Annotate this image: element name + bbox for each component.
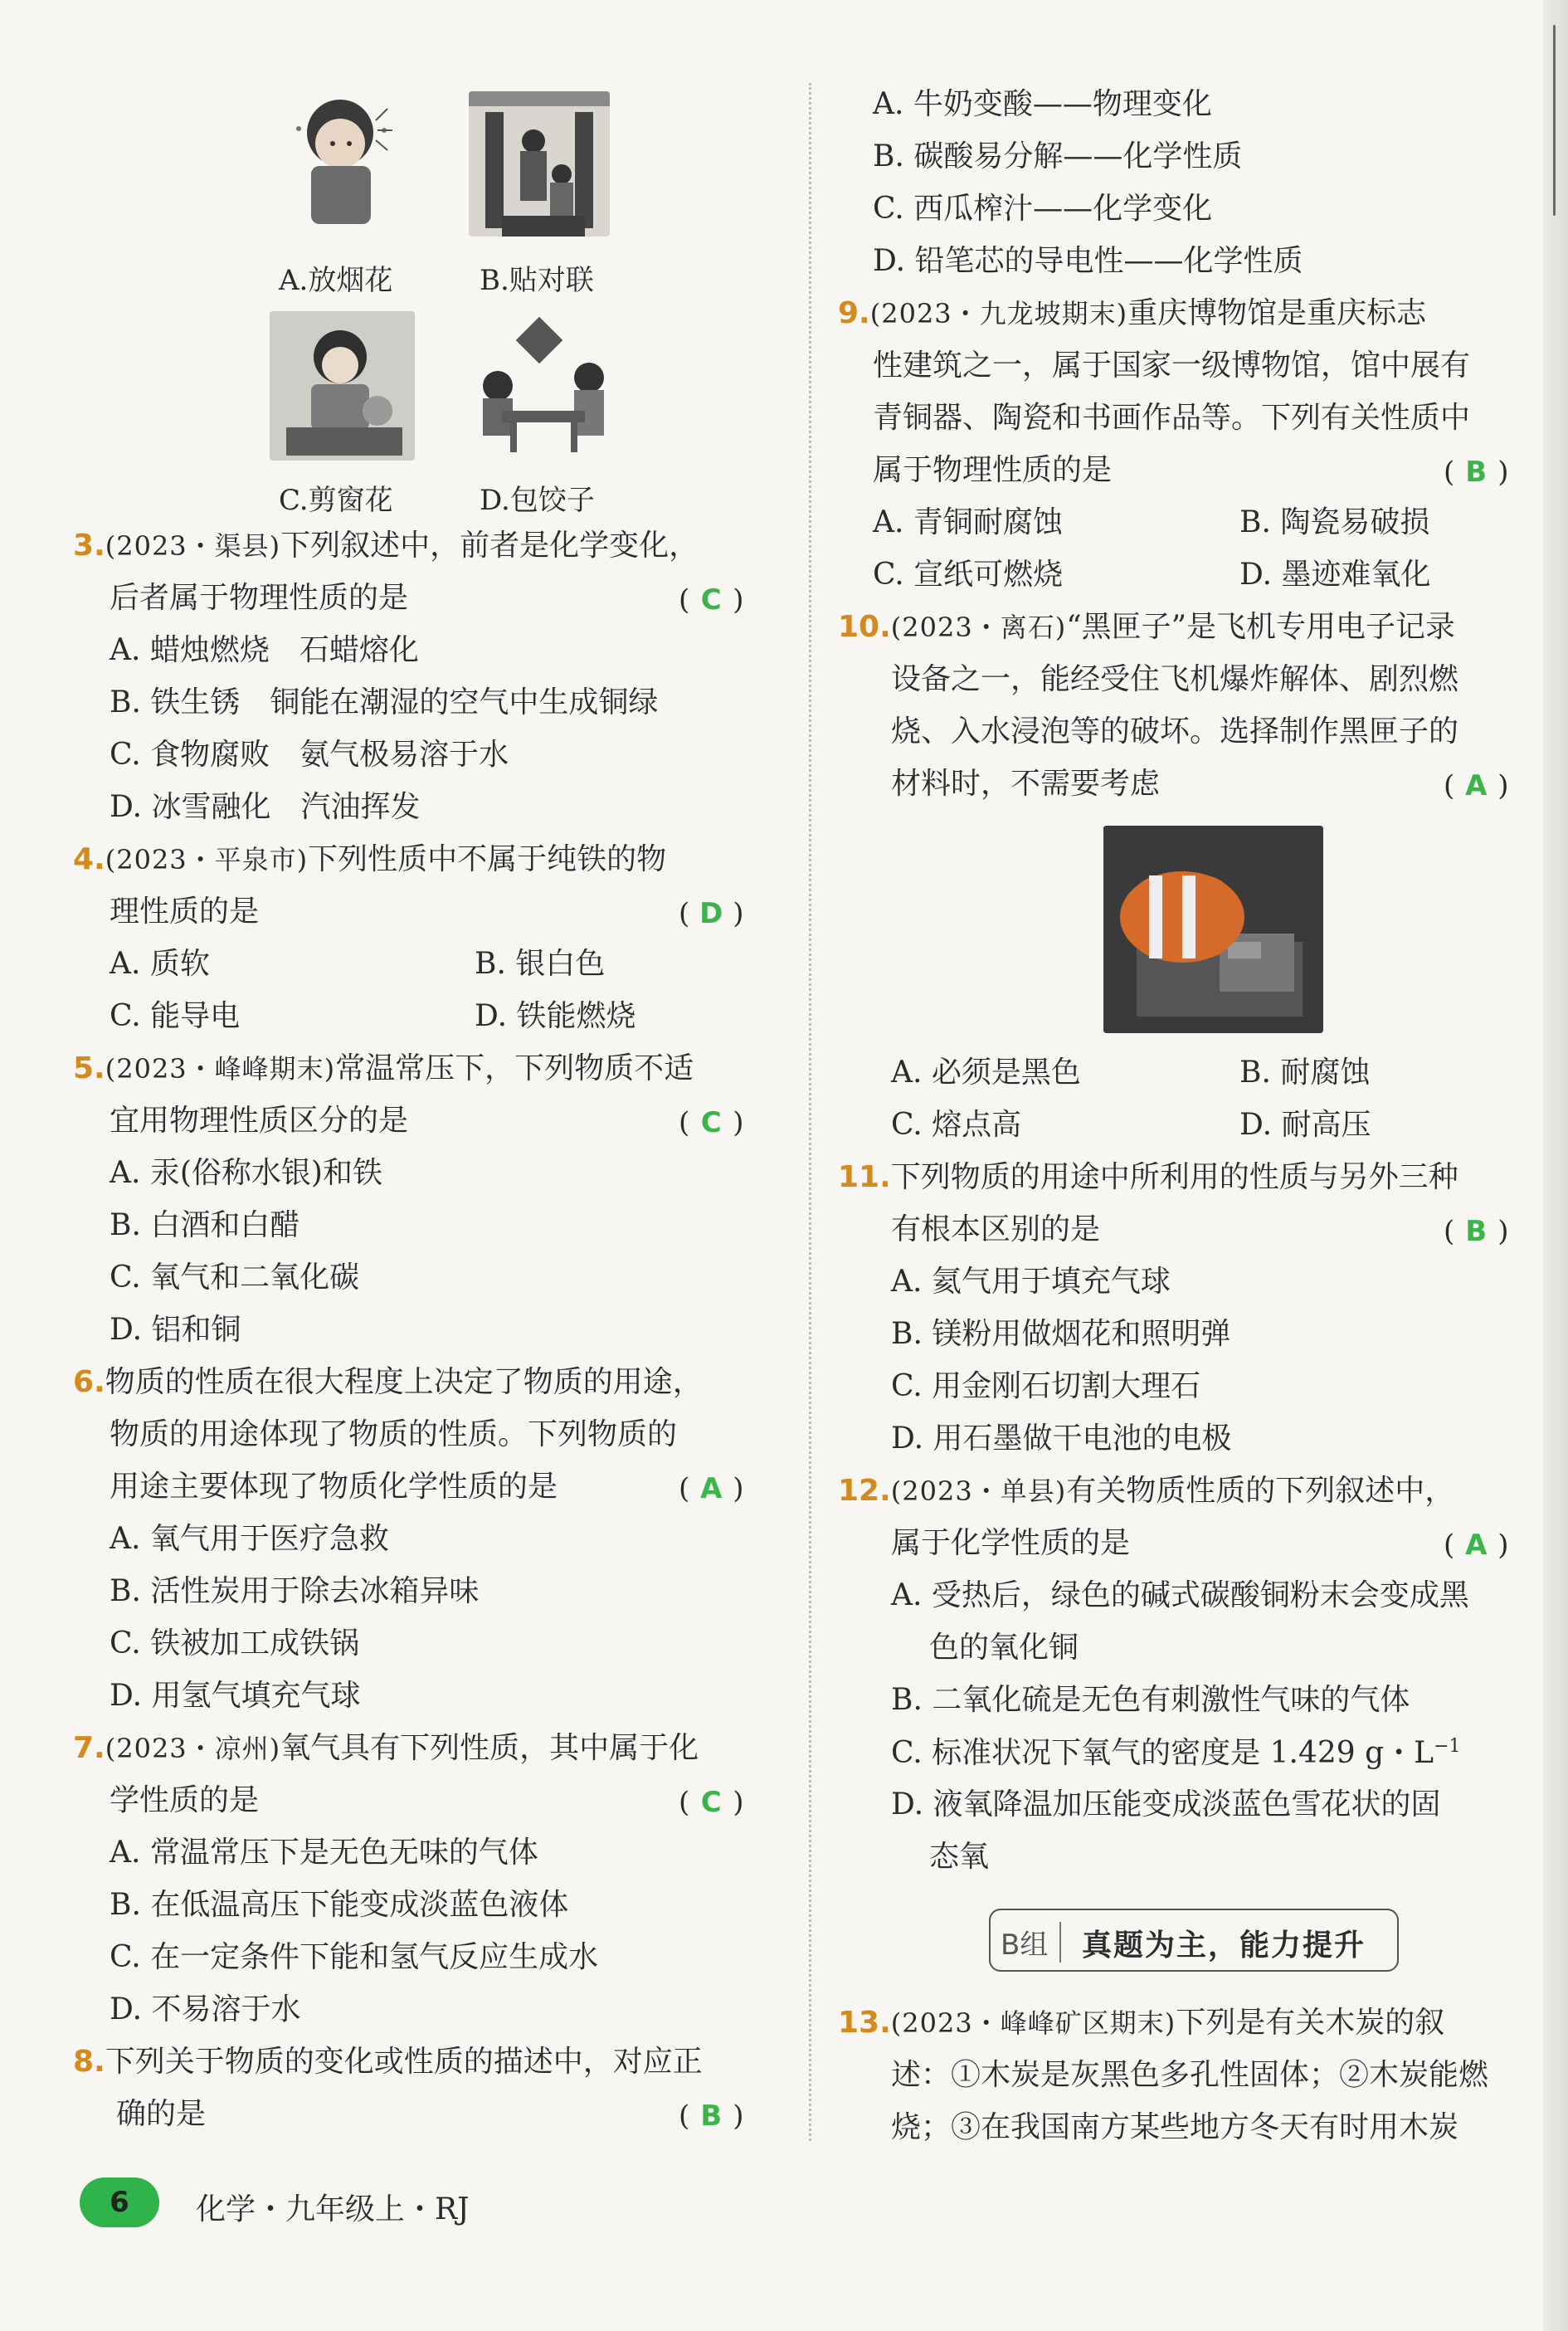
- q5-option-d: D. 铝和铜: [110, 1313, 241, 1347]
- q12-option-c: C. 标准状况下氧气的密度是 1.429 g・$L^{-1}$: [891, 1736, 1461, 1770]
- illustration-couplets: [469, 91, 610, 237]
- question-5-line-2: 宜用物理性质区分的是: [110, 1104, 409, 1138]
- page-number-badge: 6: [80, 2177, 159, 2227]
- q10-option-a: A. 必须是黑色: [891, 1056, 1081, 1090]
- q12-option-a: A. 受热后，绿色的碱式碳酸铜粉末会变成黑: [891, 1578, 1469, 1612]
- q7-option-a: A. 常温常压下是无色无味的气体: [110, 1836, 538, 1870]
- q8-option-a: A. 牛奶变酸——物理变化: [873, 87, 1212, 121]
- question-7-line-1: 7.(2023・凉州)氧气具有下列性质，其中属于化: [73, 1731, 699, 1765]
- q11-option-a: A. 氦气用于填充气球: [891, 1265, 1171, 1299]
- question-12-line-1: 12.(2023・单县)有关物质性质的下列叙述中，: [838, 1474, 1455, 1508]
- question-10-line-4: 材料时，不需要考虑: [891, 767, 1161, 801]
- question-3-line-2: 后者属于物理性质的是: [110, 581, 409, 615]
- q3-option-d: D. 冰雪融化 汽油挥发: [110, 790, 421, 824]
- answer-10: ( A ): [1444, 769, 1509, 802]
- question-7-line-2: 学性质的是: [110, 1783, 260, 1817]
- answer-9: ( B ): [1444, 456, 1509, 489]
- q6-option-d: D. 用氢气填充气球: [110, 1679, 361, 1713]
- q5-option-b: B. 白酒和白醋: [110, 1208, 300, 1242]
- q4-option-a: A. 质软: [110, 947, 210, 981]
- q7-option-d: D. 不易溶于水: [110, 1992, 301, 2026]
- q8-option-c: C. 西瓜榨汁——化学变化: [873, 192, 1213, 226]
- q3-option-b: B. 铁生锈 铜能在潮湿的空气中生成铜绿: [110, 685, 659, 719]
- question-4-line-1: 4.(2023・平泉市)下列性质中不属于纯铁的物: [73, 842, 667, 876]
- question-11-line-2: 有根本区别的是: [891, 1212, 1101, 1246]
- q10-option-c: C. 熔点高: [891, 1108, 1022, 1142]
- answer-5: ( C ): [679, 1106, 744, 1139]
- question-6-line-2: 物质的用途体现了物质的性质。下列物质的: [110, 1417, 678, 1451]
- q9-option-d: D. 墨迹难氧化: [1239, 558, 1431, 592]
- q8-option-d: D. 铅笔芯的导电性——化学性质: [873, 244, 1303, 278]
- answer-6: ( A ): [679, 1472, 744, 1505]
- question-10-line-1: 10.(2023・离石)“黑匣子”是飞机专用电子记录: [838, 610, 1456, 644]
- question-9-line-4: 属于物理性质的是: [873, 453, 1113, 487]
- q12-option-d: D. 液氧降温加压能变成淡蓝色雪花状的固: [891, 1787, 1441, 1821]
- group-title: 真题为主，能力提升: [1082, 1928, 1366, 1963]
- question-10-line-2: 设备之一，能经受住飞机爆炸解体、剧烈燃: [891, 662, 1459, 696]
- question-9-line-2: 性建筑之一，属于国家一级博物馆，馆中展有: [873, 349, 1471, 383]
- q9-option-c: C. 宣纸可燃烧: [873, 558, 1064, 592]
- question-9-line-1: 9.(2023・九龙坡期末)重庆博物馆是重庆标志: [838, 296, 1427, 330]
- question-8-line-2: 确的是: [116, 2097, 207, 2131]
- q4-option-c: C. 能导电: [110, 999, 241, 1033]
- q10-option-b: B. 耐腐蚀: [1239, 1056, 1371, 1090]
- question-5-line-1: 5.(2023・峰峰期末)常温常压下，下列物质不适: [73, 1051, 694, 1085]
- book-title-footer: 化学・九年级上・RJ: [196, 2192, 470, 2226]
- group-tag: B组: [1001, 1922, 1061, 1963]
- answer-12: ( A ): [1444, 1529, 1509, 1562]
- question-8-line-1: 8.下列关于物质的变化或性质的描述中，对应正: [73, 2045, 703, 2079]
- question-11-line-1: 11.下列物质的用途中所利用的性质与另外三种: [838, 1160, 1458, 1194]
- question-13-line-2: 述：①木炭是灰黑色多孔性固体；②木炭能燃: [891, 2058, 1489, 2092]
- q5-option-a: A. 汞(俗称水银)和铁: [110, 1156, 382, 1190]
- caption-a: A.放烟花: [279, 264, 393, 297]
- q8-option-b: B. 碳酸易分解——化学性质: [873, 139, 1243, 173]
- question-6-line-1: 6.物质的性质在很大程度上决定了物质的用途，: [73, 1365, 703, 1399]
- q6-option-b: B. 活性炭用于除去冰箱异味: [110, 1574, 480, 1608]
- q4-option-d: D. 铁能燃烧: [475, 999, 636, 1033]
- q6-option-a: A. 氧气用于医疗急救: [110, 1522, 389, 1556]
- question-13-line-1: 13.(2023・峰峰矿区期末)下列是有关木炭的叙: [838, 2006, 1445, 2040]
- illustration-papercut: [270, 311, 415, 461]
- question-12-line-2: 属于化学性质的是: [891, 1526, 1131, 1560]
- q3-option-a: A. 蜡烛燃烧 石蜡熔化: [110, 633, 419, 667]
- q7-option-b: B. 在低温高压下能变成淡蓝色液体: [110, 1888, 569, 1922]
- page-edge: [1543, 0, 1568, 2331]
- question-9-line-3: 青铜器、陶瓷和书画作品等。下列有关性质中: [873, 401, 1471, 435]
- answer-7: ( C ): [679, 1786, 744, 1819]
- q10-option-d: D. 耐高压: [1239, 1108, 1371, 1142]
- q3-option-c: C. 食物腐败 氨气极易溶于水: [110, 738, 509, 772]
- q12-option-a-cont: 色的氧化铜: [929, 1631, 1079, 1665]
- caption-d: D.包饺子: [480, 484, 595, 517]
- question-10-line-3: 烧、入水浸泡等的破坏。选择制作黑匣子的: [891, 714, 1459, 749]
- black-box-photo: [1103, 826, 1323, 1033]
- density-unit-exponent: −1: [1434, 1736, 1461, 1757]
- q7-option-c: C. 在一定条件下能和氢气反应生成水: [110, 1940, 599, 1974]
- question-4-line-2: 理性质的是: [110, 895, 260, 929]
- illustration-dumplings: [465, 311, 618, 456]
- answer-3: ( C ): [679, 583, 744, 617]
- caption-b: B.贴对联: [480, 264, 594, 297]
- column-divider: [809, 83, 811, 2141]
- q6-option-c: C. 铁被加工成铁锅: [110, 1626, 360, 1660]
- q12-option-b: B. 二氧化硫是无色有刺激性气味的气体: [891, 1683, 1410, 1717]
- q9-option-a: A. 青铜耐腐蚀: [873, 505, 1063, 539]
- q12-option-d-cont: 态氧: [929, 1840, 990, 1874]
- caption-c: C.剪窗花: [279, 484, 393, 517]
- answer-11: ( B ): [1444, 1215, 1509, 1248]
- q11-option-b: B. 镁粉用做烟花和照明弹: [891, 1317, 1231, 1351]
- question-3-line-1: 3.(2023・渠县)下列叙述中，前者是化学变化，: [73, 529, 699, 563]
- q5-option-c: C. 氧气和二氧化碳: [110, 1261, 360, 1295]
- question-13-line-3: 烧；③在我国南方某些地方冬天有时用木炭: [891, 2110, 1459, 2144]
- answer-8: ( B ): [679, 2099, 744, 2133]
- q4-option-b: B. 银白色: [475, 947, 606, 981]
- q9-option-b: B. 陶瓷易破损: [1239, 505, 1430, 539]
- group-b-heading: [989, 1909, 1399, 1972]
- q11-option-d: D. 用石墨做干电池的电极: [891, 1422, 1232, 1456]
- question-6-line-3: 用途主要体现了物质化学性质的是: [110, 1470, 558, 1504]
- illustration-fireworks: [278, 87, 411, 237]
- answer-4: ( D ): [679, 897, 744, 930]
- q11-option-c: C. 用金刚石切割大理石: [891, 1369, 1201, 1403]
